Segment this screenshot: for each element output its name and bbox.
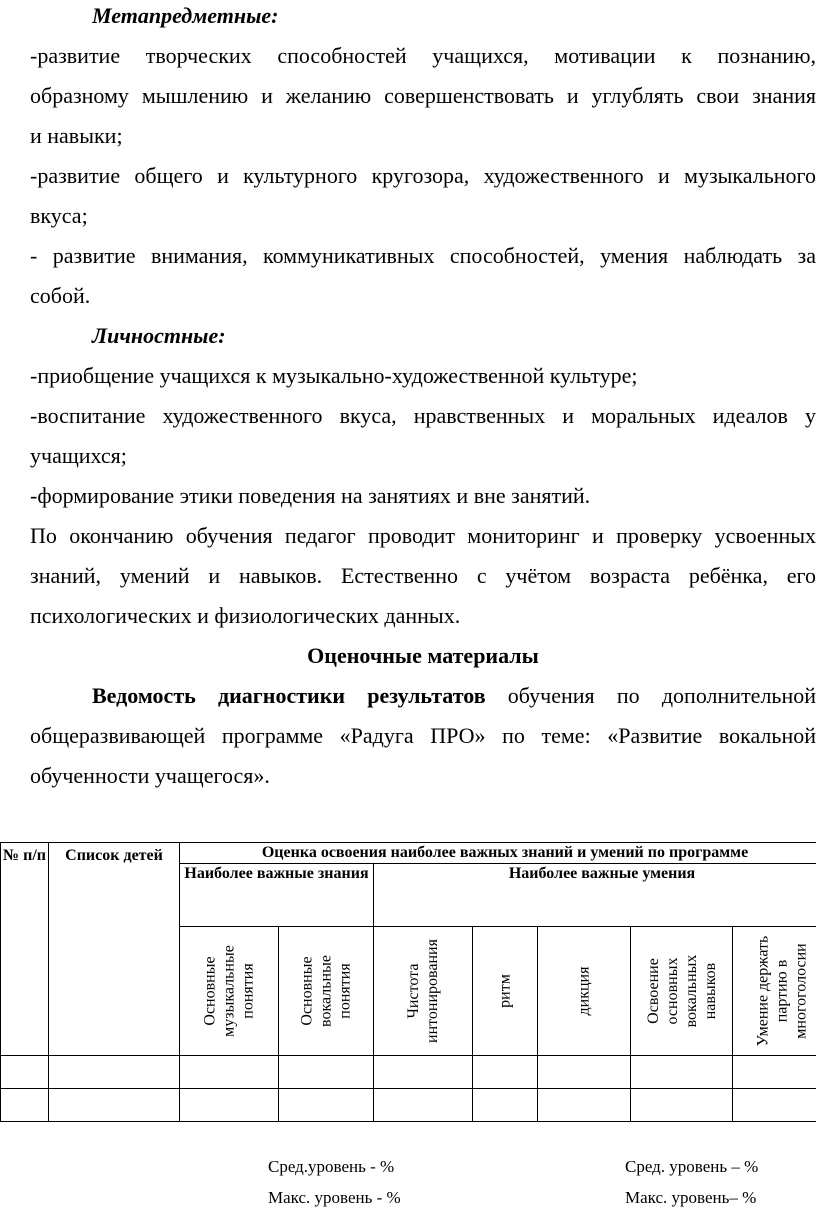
column-header <box>733 927 816 1056</box>
table-cell <box>279 1089 374 1122</box>
column-label: Умение держать партию в многоголосии <box>754 935 810 1047</box>
personal-item-1: -приобщение учащихся к музыкально-художественной культуре; <box>30 363 638 388</box>
meta-item-2-line-2: вкуса; <box>30 203 88 228</box>
footer-avg-left: Сред.уровень - % <box>268 1157 395 1176</box>
personal-item-3: -формирование этики поведения на занятиях и вне занятий. <box>30 483 591 508</box>
statement-bold: Ведомость диагностики результатов <box>92 683 486 708</box>
column-header <box>279 927 374 1056</box>
monitoring-line-1: По окончанию обучения педагог проводит мониторинг и проверку усвоенных <box>30 523 816 548</box>
column-label: ритм <box>496 974 514 1008</box>
table-row <box>1 1056 816 1089</box>
column-header <box>473 927 538 1056</box>
column-label: Освоение основных вокальных навыков <box>644 954 719 1028</box>
meta-item-3-line-1: - развитие внимания, коммуникативных способностей, умения наблюдать за <box>30 243 816 268</box>
meta-item-1-line-2: образному мышлению и желанию совершенствовать и углублять свои знания <box>30 83 816 108</box>
meta-item-1-line-1: -развитие творческих способностей учащихся, мотивации к познанию, <box>30 43 816 68</box>
table-cell <box>538 1056 631 1089</box>
diagnostics-table <box>0 842 816 1122</box>
statement-line-1 <box>30 676 816 716</box>
document-body <box>30 0 816 796</box>
table-cell <box>538 1089 631 1122</box>
statement-rest: обучения по дополнительной <box>485 683 816 708</box>
table-header-row-1 <box>1 843 816 864</box>
monitoring-line-2: знаний, умений и навыков. Естественно с учётом возраста ребёнка, его <box>30 563 816 588</box>
table-cell <box>733 1056 816 1089</box>
table-cell <box>631 1089 733 1122</box>
table-cell <box>180 1056 279 1089</box>
table-row <box>1 1089 816 1122</box>
table-cell <box>49 1089 180 1122</box>
table-cell <box>1 1089 49 1122</box>
monitoring-line-3: психологических и физиологических данных. <box>30 603 461 628</box>
column-header <box>374 927 473 1056</box>
footer-avg-right: Сред. уровень – % <box>625 1157 759 1176</box>
column-header <box>180 927 279 1056</box>
table-cell <box>180 1089 279 1122</box>
table-cell <box>473 1056 538 1089</box>
personal-item-2-line-2: учащихся; <box>30 443 127 468</box>
meta-heading: Метапредметные: <box>92 3 279 28</box>
statement-line-3: обученности учащегося». <box>30 763 270 788</box>
column-label: дикция <box>575 966 593 1016</box>
table-cell <box>374 1056 473 1089</box>
table-cell <box>631 1056 733 1089</box>
footer-max-left: Макс. уровень - % <box>268 1188 401 1207</box>
header-knowledge: Наиболее важные знания <box>180 864 374 927</box>
meta-item-1-line-3: и навыки; <box>30 123 123 148</box>
table-cell <box>374 1089 473 1122</box>
meta-item-2-line-1: -развитие общего и культурного кругозора, художественного и музыкального <box>30 163 816 188</box>
header-group: Оценка освоения наиболее важных знаний и умений по программе <box>180 843 816 864</box>
column-label: Основные музыкальные понятия <box>201 945 257 1037</box>
footer-max-right: Макс. уровень– % <box>625 1188 757 1207</box>
header-children-list: Список детей <box>49 843 180 1056</box>
table-cell <box>279 1056 374 1089</box>
statement-line-2: общеразвивающей программе «Радуга ПРО» по теме: «Развитие вокальной <box>30 723 816 748</box>
table-cell <box>733 1089 816 1122</box>
table-cell <box>473 1089 538 1122</box>
column-header <box>538 927 631 1056</box>
header-skills: Наиболее важные умения <box>374 864 816 927</box>
personal-item-2-line-1: -воспитание художественного вкуса, нравственных и моральных идеалов у <box>30 403 816 428</box>
table-cell <box>1 1056 49 1089</box>
table-cell <box>49 1056 180 1089</box>
column-label: Чистота интонирования <box>405 939 441 1043</box>
personal-heading: Личностные: <box>92 323 226 348</box>
column-label: Основные вокальные понятия <box>298 955 354 1027</box>
column-header <box>631 927 733 1056</box>
header-number: № п/п <box>1 843 49 1056</box>
meta-item-3-line-2: собой. <box>30 283 91 308</box>
assessment-title: Оценочные материалы <box>307 643 539 668</box>
